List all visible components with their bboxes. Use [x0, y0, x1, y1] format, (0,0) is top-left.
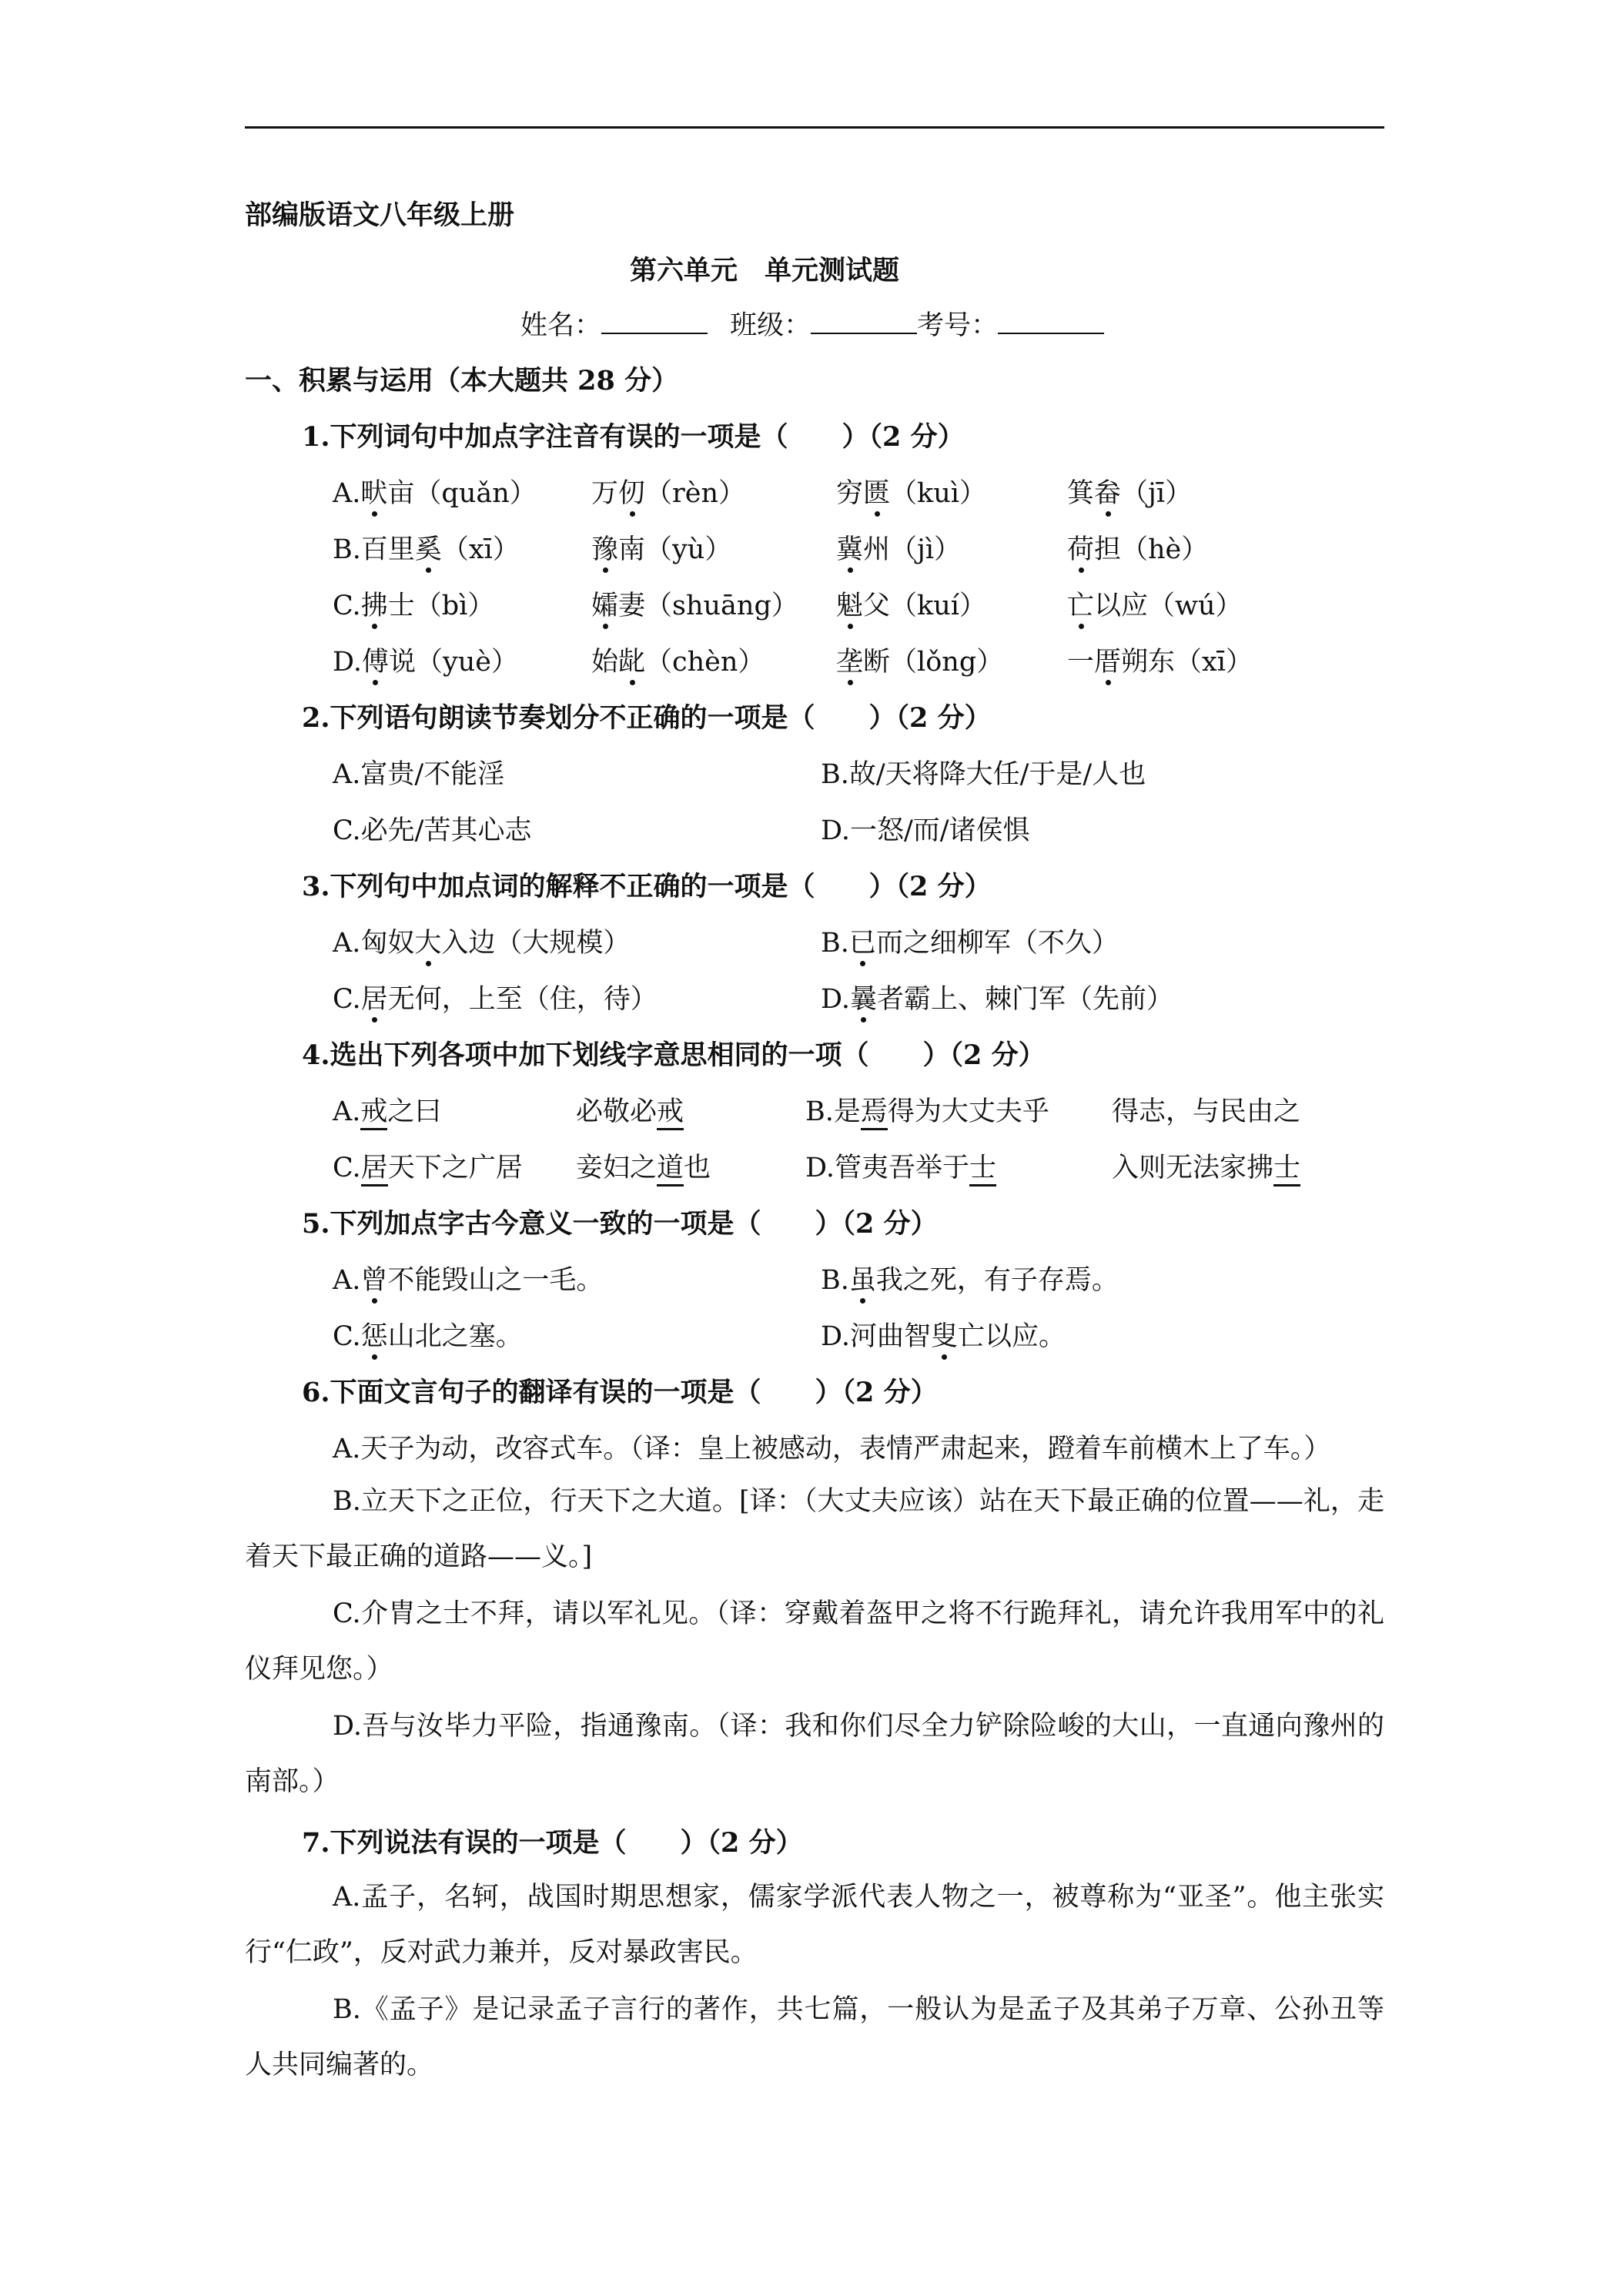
q2-stem: 2.下列语句朗读节奏划分不正确的一项是（ ）（2 分） — [302, 702, 992, 734]
q3-stem: 3.下列句中加点词的解释不正确的一项是（ ）（2 分） — [302, 871, 992, 902]
q7-option-a: A.孟子，名轲，战国时期思想家，儒家学派代表人物之一，被尊称为“亚圣”。他主张实行“仁政”，反对武力兼并，反对暴政害民。 — [245, 1882, 1384, 1968]
q1-option-b1: B.百里奚（xī） — [333, 534, 520, 565]
q3-option-a: A.匈奴大入边（大规模） — [333, 928, 631, 959]
q2-option-c: C.必先/苦其心志 — [333, 815, 532, 846]
number-label: 考号： — [917, 310, 999, 341]
name-label: 姓名： — [520, 310, 602, 341]
q5-option-a: A.曾不能毁山之一毛。 — [333, 1265, 604, 1296]
unit-title: 第六单元 单元测试题 — [630, 255, 900, 286]
q4-option-b1: B.是焉得为大丈夫乎 — [805, 1095, 1049, 1129]
q2-option-a: A.富贵/不能淫 — [333, 759, 505, 790]
q6-option-c: C.介胄之士不拜，请以军礼见。（译：穿戴着盔甲之将不行跪拜礼，请允许我用军中的礼仪拜见您。） — [245, 1598, 1384, 1685]
book-title: 部编版语文八年级上册 — [245, 199, 515, 231]
class-blank[interactable] — [811, 310, 917, 334]
q1-stem: 1.下列词句中加点字注音有误的一项是（ ）（2 分） — [302, 421, 965, 453]
q1-option-b3: 冀州（jì） — [836, 534, 962, 565]
q4-option-a2: 必敬必戒 — [576, 1095, 684, 1129]
q5-option-d: D.河曲智叟亡以应。 — [821, 1321, 1066, 1352]
q4-option-c1: C.居天下之广居 — [333, 1151, 523, 1185]
section-1-heading: 一、积累与运用（本大题共 28 分） — [245, 365, 679, 397]
name-blank[interactable] — [601, 310, 708, 334]
q7-option-b: B.《孟子》是记录孟子言行的著作，共七篇，一般认为是孟子及其弟子万章、公孙丑等人共同编著的。 — [245, 1994, 1384, 2080]
q1-option-c4: 亡以应（wú） — [1067, 591, 1243, 621]
q4-option-b2: 得志，与民由之 — [1112, 1096, 1301, 1127]
q1-option-a2: 万仞（rèn） — [591, 478, 746, 509]
q1-option-d1: D.傅说（yuè） — [333, 647, 518, 678]
q3-option-b: B.已而之细柳军（不久） — [821, 928, 1119, 959]
q1-option-d3: 垄断（lǒng） — [836, 647, 1004, 678]
q1-option-a3: 穷匮（kuì） — [836, 478, 986, 509]
q2-option-d: D.一怒/而/诸侯惧 — [821, 815, 1030, 846]
q6-option-d: D.吾与汝毕力平险，指通豫南。（译：我和你们尽全力铲除险峻的大山，一直通向豫州的南部。） — [245, 1711, 1384, 1797]
q1-option-b2: 豫南（yù） — [591, 534, 732, 565]
q4-option-d1: D.管夷吾举于士 — [805, 1151, 996, 1185]
q1-option-c2: 孀妻（shuāng） — [591, 591, 798, 621]
q7-stem: 7.下列说法有误的一项是（ ）（2 分） — [302, 1827, 803, 1859]
student-info — [520, 309, 1104, 343]
q5-option-c: C.惩山北之塞。 — [333, 1321, 523, 1352]
q3-option-c: C.居无何，上至（住，待） — [333, 984, 658, 1015]
q1-option-a1: A.畎亩（quǎn） — [333, 478, 537, 509]
q2-option-b: B.故/天将降大任/于是/人也 — [821, 759, 1146, 790]
q6-option-b: B.立天下之正位，行天下之大道。[译：（大丈夫应该）站在天下最正确的位置——礼，走着天下最正确的道路——义。] — [245, 1486, 1384, 1572]
q5-option-b: B.虽我之死，有子存焉。 — [821, 1265, 1119, 1296]
class-label: 班级： — [730, 310, 812, 341]
q4-option-d2: 入则无法家拂士 — [1112, 1151, 1300, 1185]
q4-option-a1: A.戒之曰 — [333, 1095, 441, 1129]
q1-option-b4: 荷担（hè） — [1067, 534, 1209, 565]
q3-option-d: D.曩者霸上、棘门军（先前） — [821, 984, 1173, 1015]
q6-stem: 6.下面文言句子的翻译有误的一项是（ ）（2 分） — [302, 1377, 938, 1408]
q6-option-a: A.天子为动，改容式车。（译：皇上被感动，表情严肃起来，蹬着车前横木上了车。） — [333, 1434, 1331, 1464]
q1-option-a4: 箕畚（jī） — [1067, 478, 1193, 509]
q1-option-c1: C.拂士（bì） — [333, 591, 495, 621]
q1-option-d4: 一厝朔东（xī） — [1067, 647, 1253, 678]
q4-option-c2: 妾妇之道也 — [576, 1151, 711, 1185]
q4-stem: 4.选出下列各项中加下划线字意思相同的一项（ ）（2 分） — [302, 1039, 1046, 1071]
header-rule — [245, 126, 1384, 129]
q5-stem: 5.下列加点字古今意义一致的一项是（ ）（2 分） — [302, 1208, 938, 1240]
number-blank[interactable] — [998, 310, 1104, 334]
q1-option-c3: 魁父（kuí） — [836, 591, 986, 621]
q1-option-d2: 始龀（chèn） — [591, 647, 765, 678]
